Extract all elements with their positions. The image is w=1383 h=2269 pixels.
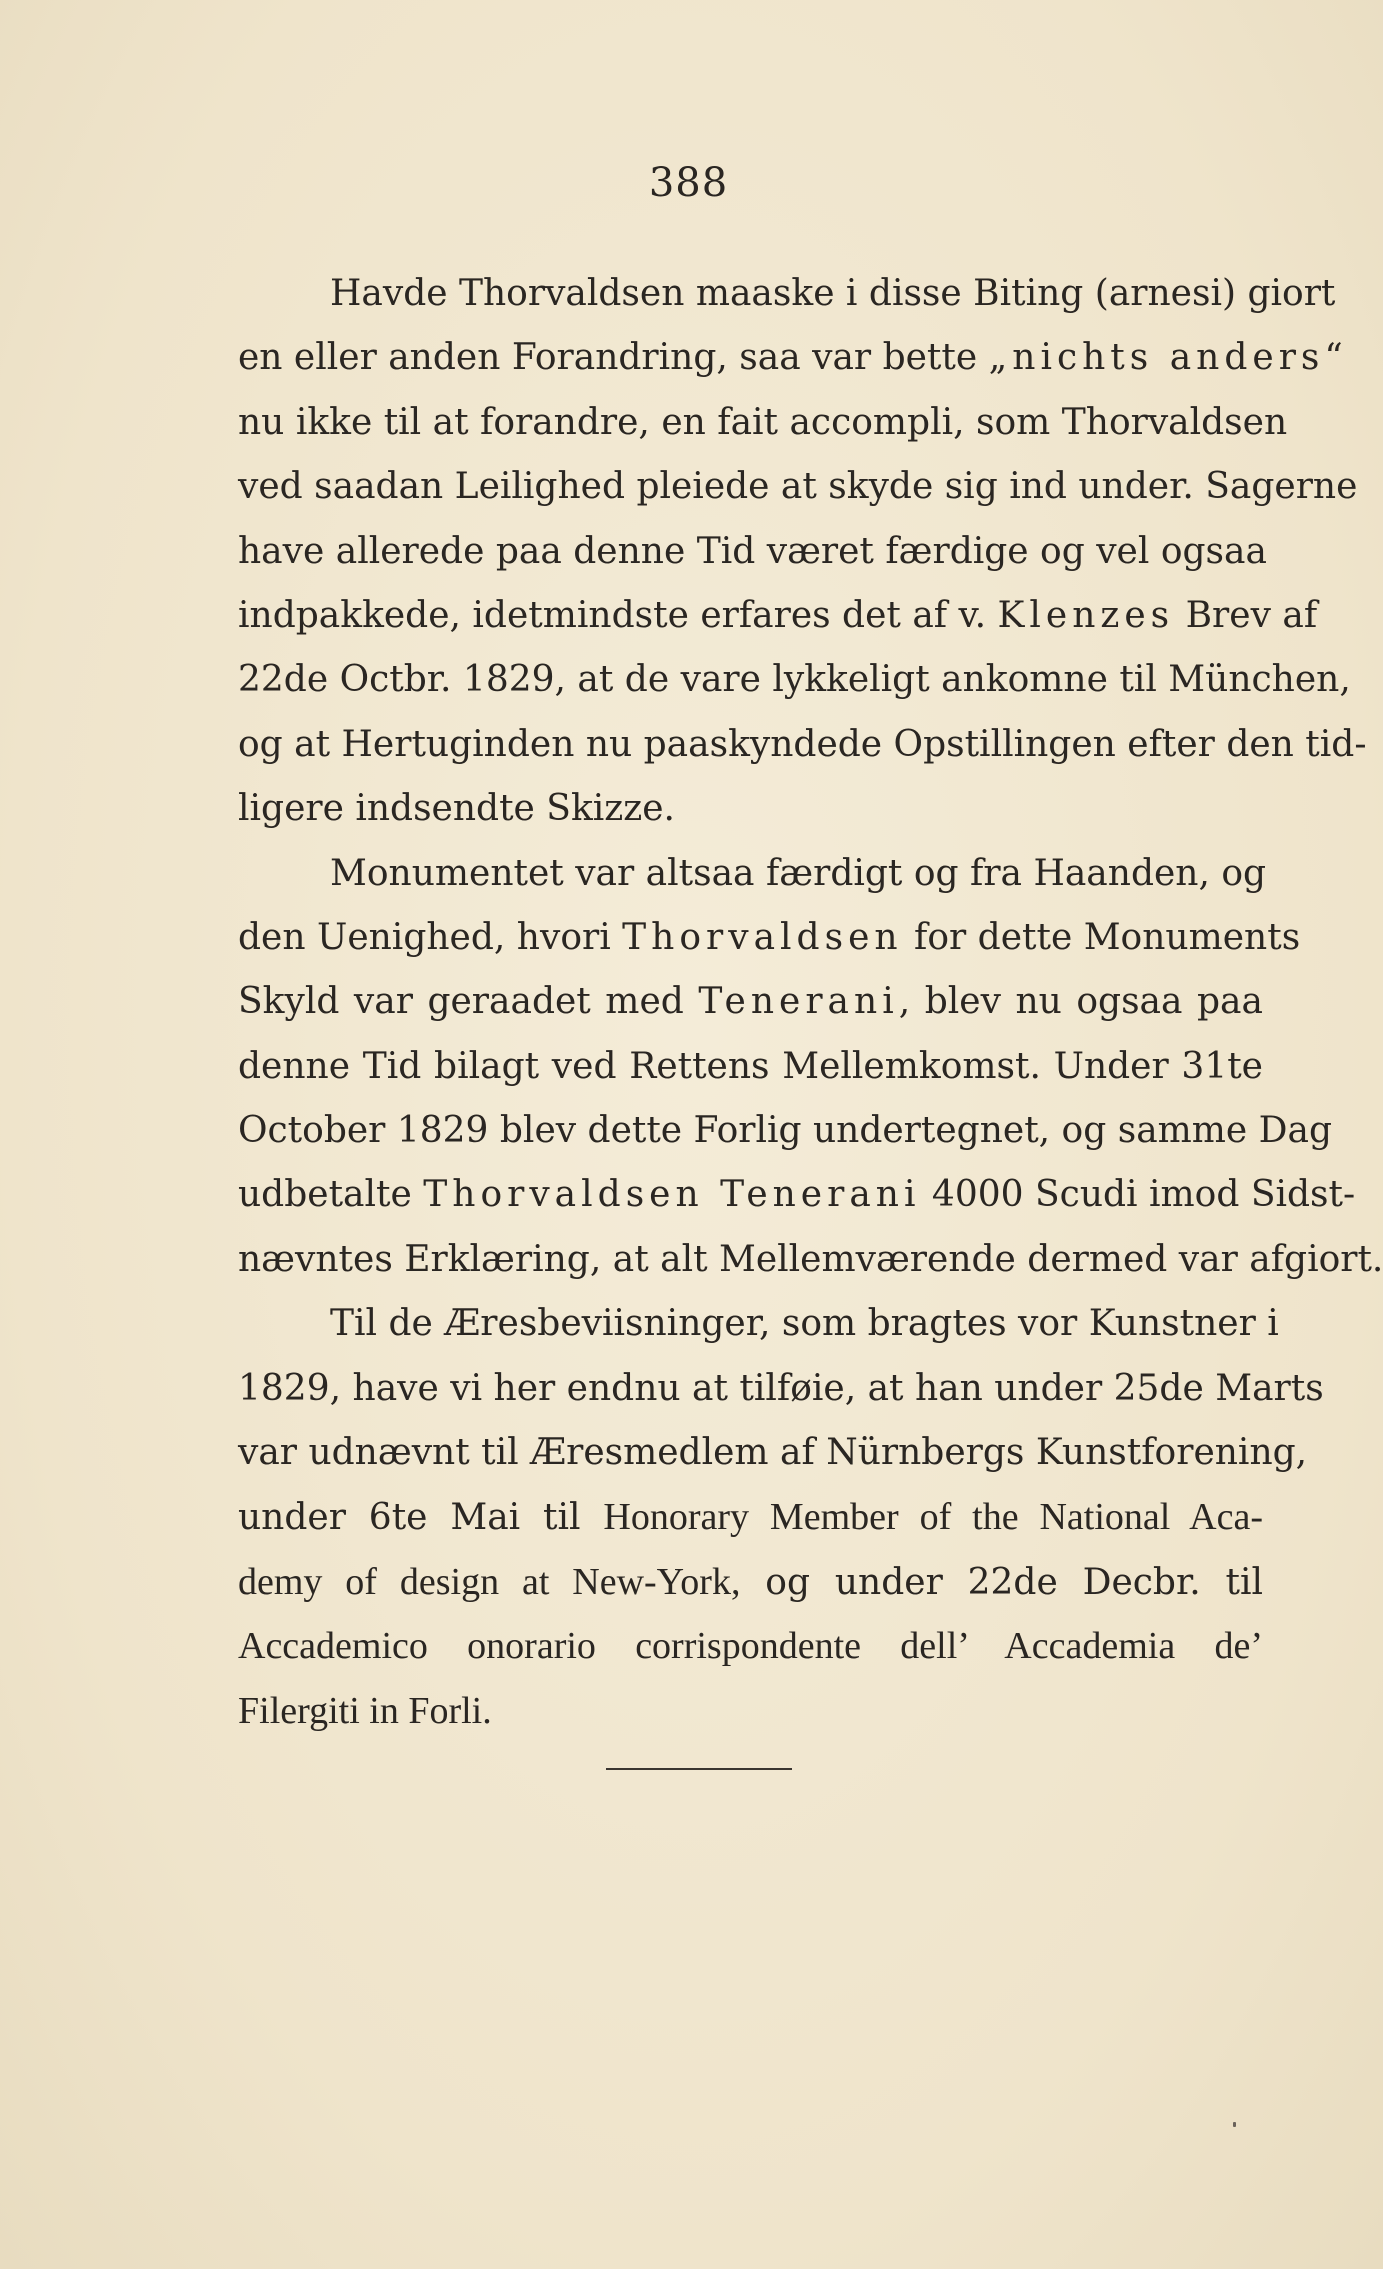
text-line-p3-l3 <box>238 1421 1308 1485</box>
text-segment: Tenerani <box>698 981 899 1023</box>
text-segment: have allerede paa denne Tid været færdige og vel ogsaa <box>238 530 1267 572</box>
text-line-p2-l3 <box>238 970 1263 1034</box>
text-segment: og at Hertuginden nu paaskyndede Opstillingen efter den tid- <box>238 723 1367 765</box>
text-segment: Thorvaldsen Tenerani <box>423 1174 921 1216</box>
text-line-p2-l7 <box>238 1228 1383 1292</box>
text-line-p1-l1 <box>238 262 1336 326</box>
text-segment: under 6te Mai til <box>238 1497 604 1539</box>
text-segment: Klenzes <box>997 594 1175 636</box>
text-segment: „nichts anders“ <box>988 337 1348 379</box>
text-line-p3-l4 <box>238 1485 1263 1549</box>
text-segment: nævntes Erklæring, at alt Mellemværende dermed var afgiort. <box>238 1238 1383 1280</box>
text-segment: Skyld var geraadet med <box>238 981 699 1023</box>
body-text <box>238 262 1383 1743</box>
text-segment: ligere indsendte Skizze. <box>238 788 675 830</box>
text-segment: var udnævnt til Æresmedlem af Nürnbergs Kunstforening, <box>238 1432 1308 1474</box>
text-line-p2-l2 <box>238 906 1301 970</box>
text-line-p1-l7 <box>238 648 1351 712</box>
text-segment: 22de Octbr. 1829, at de vare lykkeligt ankomne til München, <box>238 659 1351 701</box>
text-segment: udbetalte <box>238 1174 424 1216</box>
text-line-p3-l5 <box>238 1550 1263 1614</box>
text-line-p2-l4 <box>238 1035 1263 1099</box>
text-segment: nu ikke til at forandre, en fait accompli, som Thorvaldsen <box>238 401 1288 443</box>
text-segment: ved saadan Leilighed pleiede at skyde sig ind under. Sagerne <box>238 466 1358 508</box>
text-segment: Til de Æresbeviisninger, som bragtes vor Kunstner i <box>330 1303 1279 1345</box>
text-line-p2-l1 <box>238 842 1267 906</box>
text-line-p1-l4 <box>238 455 1358 519</box>
text-segment: Havde Thorvaldsen maaske i disse Biting (arnesi) giort <box>330 273 1336 314</box>
text-line-p1-l8 <box>238 713 1367 777</box>
text-segment: den Uenighed, hvori <box>238 916 623 958</box>
text-line-p1-l2 <box>238 326 1348 390</box>
text-segment: , blev nu ogsaa paa <box>898 981 1263 1023</box>
text-segment: Filergiti in Forli. <box>238 1689 492 1732</box>
text-segment: 4000 Scudi imod Sidst- <box>920 1174 1356 1216</box>
paper-speck <box>1233 2122 1236 2127</box>
text-segment: Honorary Member of the National Aca- <box>603 1496 1263 1539</box>
page-number: 388 <box>648 160 729 206</box>
text-segment: October 1829 blev dette Forlig undertegnet, og samme Dag <box>238 1110 1333 1152</box>
text-line-p2-l6 <box>238 1163 1356 1227</box>
text-line-p3-l7 <box>238 1679 1263 1743</box>
text-segment: demy of design at New-York, <box>238 1560 741 1603</box>
closing-rule <box>606 1768 792 1770</box>
text-line-p1-l6 <box>238 584 1318 648</box>
text-segment: Accademico onorario corrispondente dell’ Accademia de’ <box>238 1625 1263 1668</box>
text-segment: for dette Monuments <box>902 916 1301 958</box>
text-segment: Thorvaldsen <box>622 916 903 958</box>
text-segment: og under 22de Decbr. til <box>740 1561 1263 1603</box>
text-segment: Monumentet var altsaa færdigt og fra Haanden, og <box>330 852 1267 894</box>
text-segment: indpakkede, idetmindste erfares det af v. <box>238 594 998 636</box>
text-line-p1-l3 <box>238 391 1288 455</box>
text-segment: denne Tid bilagt ved Rettens Mellemkomst. Under 31te <box>238 1045 1263 1087</box>
text-segment: Brev af <box>1174 594 1318 636</box>
text-line-p3-l1 <box>238 1292 1279 1356</box>
text-segment: en eller anden Forandring, saa var bette <box>238 337 989 379</box>
text-line-p3-l6 <box>238 1614 1263 1678</box>
text-line-p1-l5 <box>238 520 1267 584</box>
text-line-p3-l2 <box>238 1357 1324 1421</box>
text-segment: 1829, have vi her endnu at tilføie, at han under 25de Marts <box>238 1367 1324 1409</box>
text-line-p2-l5 <box>238 1099 1333 1163</box>
text-line-p1-l9 <box>238 777 1263 841</box>
